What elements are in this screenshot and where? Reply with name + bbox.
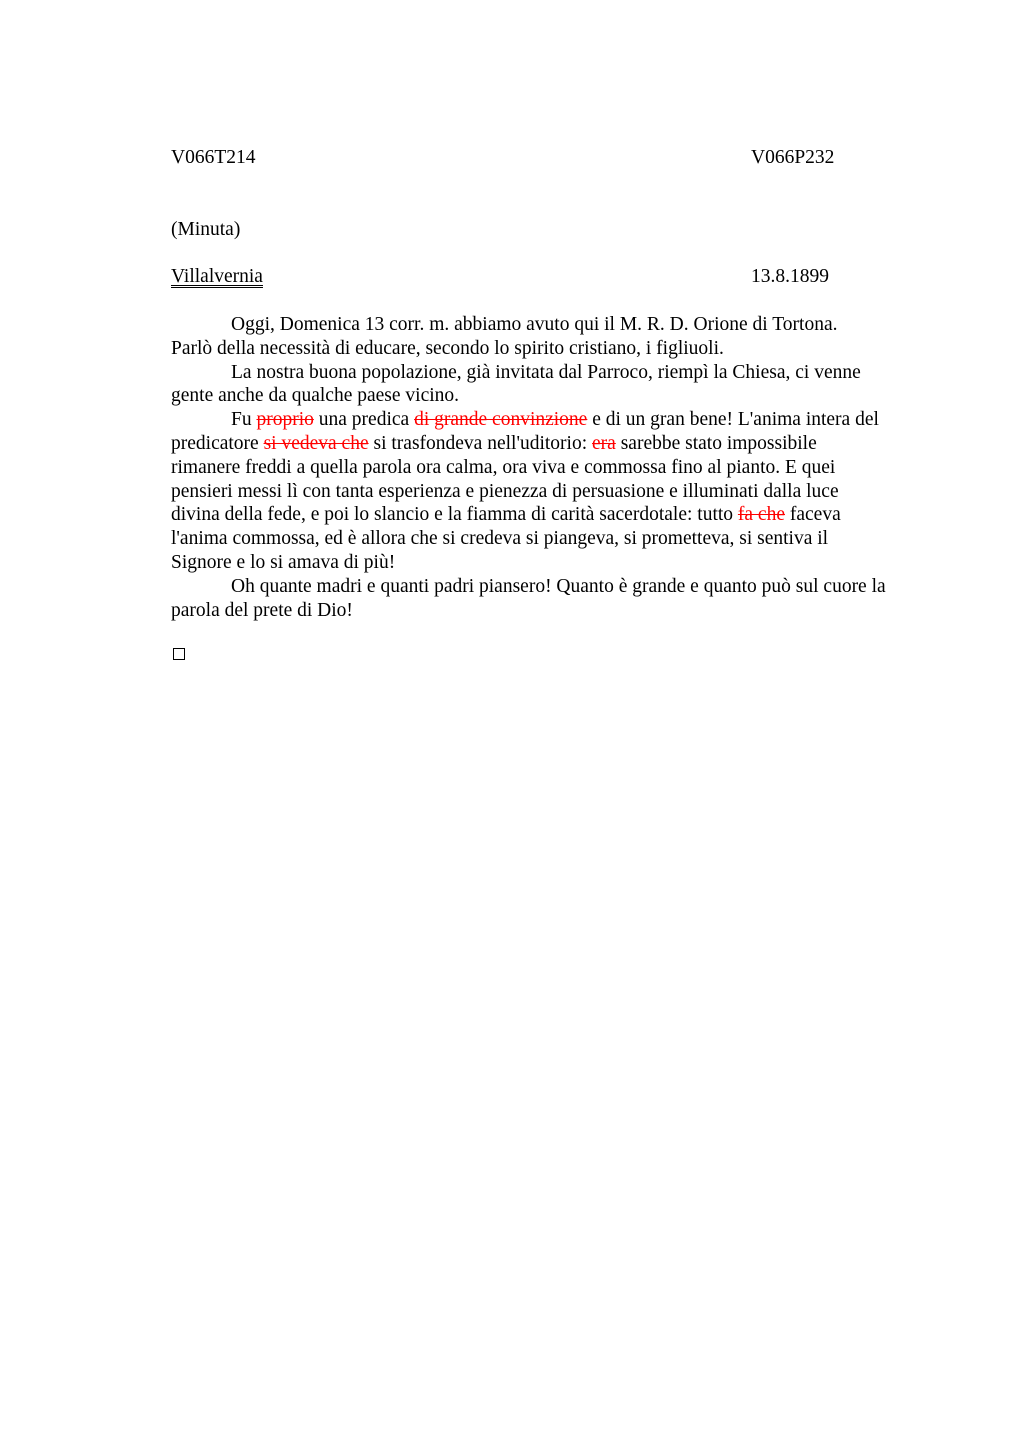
- body-line: [171, 527, 941, 551]
- letter-body: [171, 313, 941, 622]
- letter-date: 13.8.1899: [751, 266, 829, 287]
- end-square-icon: [173, 648, 185, 660]
- deleted-text: di grande convinzione: [414, 409, 588, 431]
- body-text-segment: Parlò della necessità di educare, secondo lo spirito cristiano, i figliuoli.: [171, 337, 724, 359]
- body-text-segment: rimanere freddi a quella parola ora calma, ora viva e commossa fino al pianto. E quei: [171, 456, 836, 478]
- draft-label: (Minuta): [171, 219, 241, 240]
- place-name: Villalvernia: [171, 266, 263, 287]
- body-text-segment: predicatore: [171, 432, 264, 454]
- body-text-segment: Oggi, Domenica 13 corr. m. abbiamo avuto qui il M. R. D. Orione di Tortona.: [231, 314, 838, 335]
- body-line: [171, 551, 941, 575]
- body-text-segment: e di un gran bene! L'anima intera del: [587, 409, 879, 431]
- body-line: [171, 480, 941, 504]
- deleted-text: proprio: [256, 409, 314, 431]
- document-code-right: V066P232: [751, 147, 835, 168]
- body-line: [171, 408, 941, 432]
- body-line: [171, 456, 941, 480]
- body-line: [171, 361, 941, 385]
- body-line: [171, 313, 941, 337]
- body-text-segment: Oh quante madri e quanti padri piansero! Quanto è grande e quanto può sul cuore la: [231, 575, 886, 597]
- body-text-segment: divina della fede, e poi lo slancio e la fiamma di carità sacerdotale: tutto: [171, 504, 738, 526]
- body-text-segment: una predica: [313, 409, 415, 431]
- body-text-segment: pensieri messi lì con tanta esperienza e pienezza di persuasione e illuminati dalla luce: [171, 480, 839, 502]
- body-text-segment: Fu: [231, 409, 257, 431]
- body-line: [171, 575, 941, 599]
- body-text-segment: faceva: [785, 504, 841, 526]
- body-text-segment: si trasfondeva nell'uditorio:: [368, 432, 593, 454]
- body-text-segment: sarebbe stato impossibile: [615, 432, 817, 454]
- body-line: [171, 503, 941, 527]
- body-text-segment: Signore e lo si amava di più!: [171, 551, 396, 573]
- body-text-segment: gente anche da qualche paese vicino.: [171, 385, 460, 407]
- body-text-segment: l'anima commossa, ed è allora che si credeva si piangeva, si prometteva, si sentiva il: [171, 528, 829, 550]
- body-line: [171, 337, 941, 361]
- body-text-segment: parola del prete di Dio!: [171, 599, 353, 621]
- deleted-text: si vedeva che: [263, 432, 369, 454]
- document-code-left: V066T214: [171, 147, 256, 168]
- deleted-text: fa che: [737, 504, 785, 526]
- body-text-segment: La nostra buona popolazione, già invitata dal Parroco, riempì la Chiesa, ci venne: [231, 361, 861, 383]
- body-line: [171, 432, 941, 456]
- deleted-text: era: [592, 432, 616, 454]
- body-line: [171, 599, 941, 623]
- body-line: [171, 384, 941, 408]
